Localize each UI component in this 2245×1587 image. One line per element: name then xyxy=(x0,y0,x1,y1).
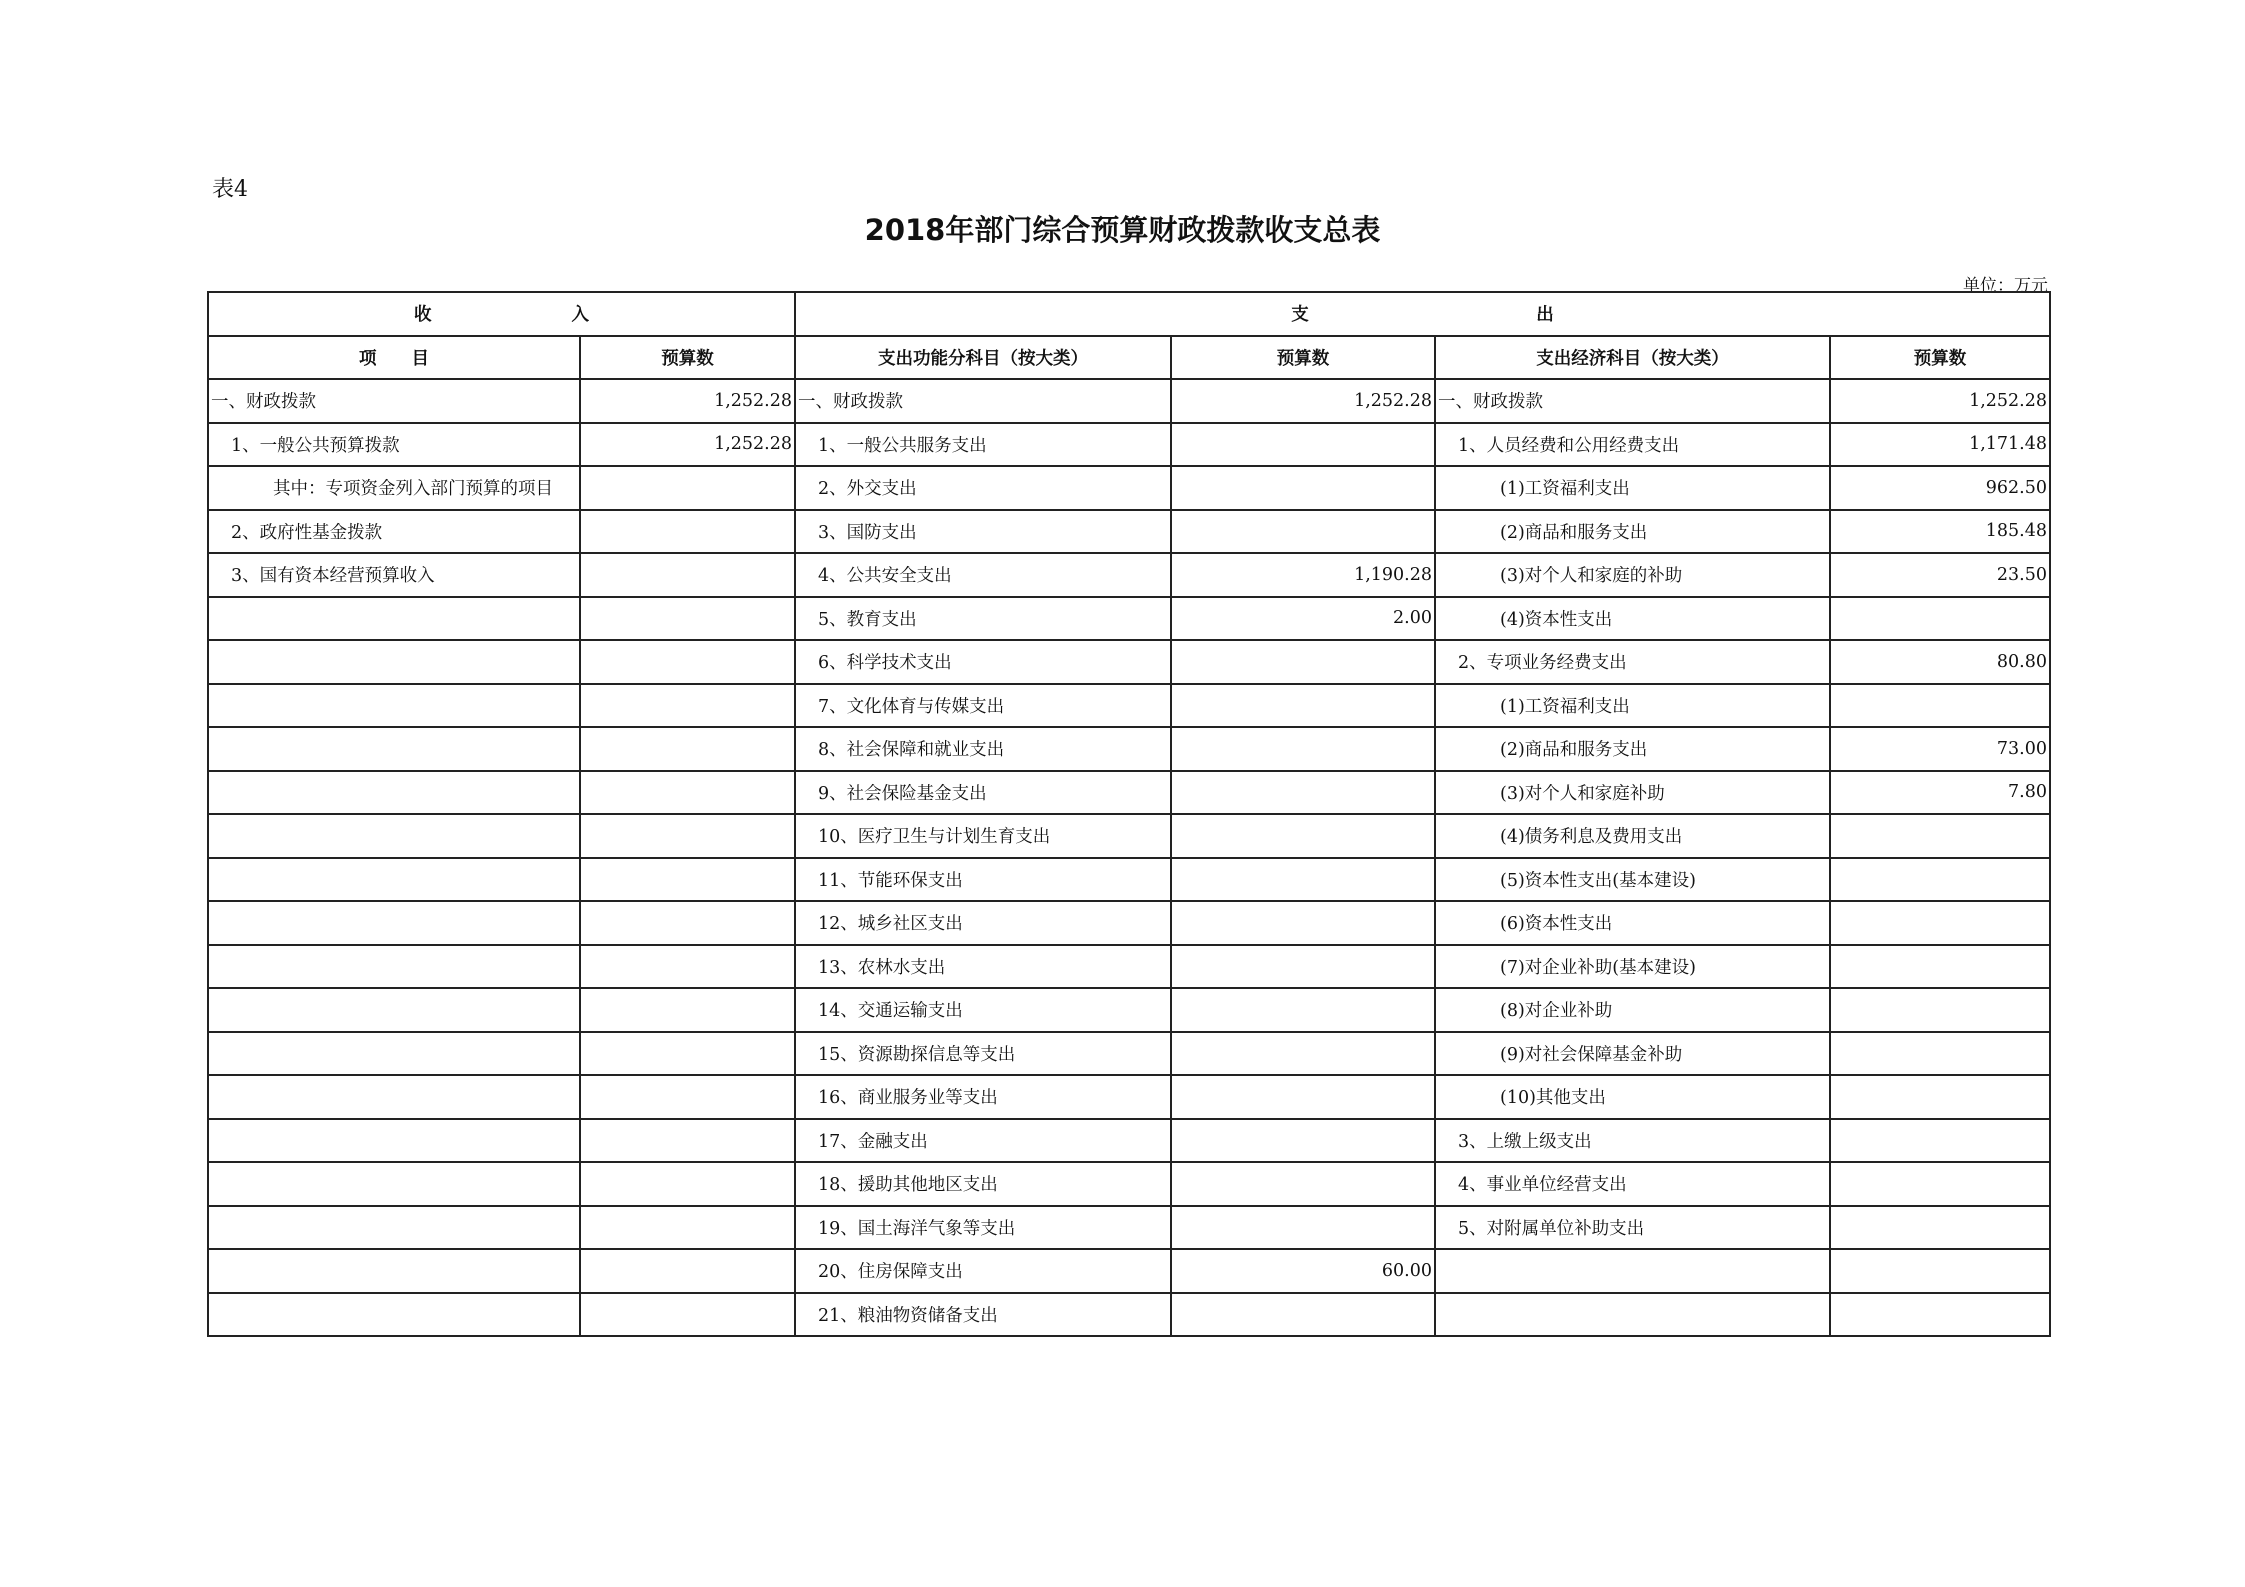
economic-item-cell xyxy=(1435,1293,1830,1337)
economic-item-cell: (2)商品和服务支出 xyxy=(1435,510,1830,554)
income-item-cell xyxy=(208,858,580,902)
income-item-cell xyxy=(208,1249,580,1293)
income-item-cell xyxy=(208,901,580,945)
function-item-cell: 19、国土海洋气象等支出 xyxy=(795,1206,1171,1250)
table-row xyxy=(208,727,2050,771)
function-item-cell: 8、社会保障和就业支出 xyxy=(795,727,1171,771)
table-row xyxy=(208,1119,2050,1163)
income-item-cell xyxy=(208,945,580,989)
income-budget-cell: 1,252.28 xyxy=(580,423,795,467)
income-budget-cell xyxy=(580,1249,795,1293)
income-budget-cell xyxy=(580,814,795,858)
income-budget-cell xyxy=(580,466,795,510)
table-row xyxy=(208,1206,2050,1250)
table-row xyxy=(208,988,2050,1032)
table-row xyxy=(208,640,2050,684)
economic-budget-cell: 73.00 xyxy=(1830,727,2050,771)
income-budget-cell xyxy=(580,945,795,989)
economic-item-cell xyxy=(1435,1249,1830,1293)
economic-item-cell: (9)对社会保障基金补助 xyxy=(1435,1032,1830,1076)
economic-item-cell: (3)对个人和家庭补助 xyxy=(1435,771,1830,815)
function-item-cell: 一、财政拨款 xyxy=(795,379,1171,423)
income-item-cell xyxy=(208,684,580,728)
income-item-cell xyxy=(208,1119,580,1163)
income-item-cell: 1、一般公共预算拨款 xyxy=(208,423,580,467)
function-budget-cell xyxy=(1171,640,1435,684)
economic-budget-cell xyxy=(1830,901,2050,945)
economic-item-cell: (5)资本性支出(基本建设) xyxy=(1435,858,1830,902)
economic-item-cell: (3)对个人和家庭的补助 xyxy=(1435,553,1830,597)
income-item-cell xyxy=(208,1206,580,1250)
income-budget-cell xyxy=(580,1119,795,1163)
function-budget-cell xyxy=(1171,1032,1435,1076)
function-budget-cell xyxy=(1171,858,1435,902)
header-budget-function: 预算数 xyxy=(1171,336,1435,380)
function-item-cell: 16、商业服务业等支出 xyxy=(795,1075,1171,1119)
function-budget-cell xyxy=(1171,423,1435,467)
function-item-cell: 4、公共安全支出 xyxy=(795,553,1171,597)
income-budget-cell xyxy=(580,901,795,945)
table-row xyxy=(208,466,2050,510)
function-item-cell: 15、资源勘探信息等支出 xyxy=(795,1032,1171,1076)
economic-budget-cell: 7.80 xyxy=(1830,771,2050,815)
header-budget-economic: 预算数 xyxy=(1830,336,2050,380)
economic-budget-cell xyxy=(1830,1293,2050,1337)
function-budget-cell: 60.00 xyxy=(1171,1249,1435,1293)
economic-item-cell: (4)债务利息及费用支出 xyxy=(1435,814,1830,858)
function-item-cell: 11、节能环保支出 xyxy=(795,858,1171,902)
function-budget-cell xyxy=(1171,988,1435,1032)
function-item-cell: 13、农林水支出 xyxy=(795,945,1171,989)
economic-budget-cell xyxy=(1830,1206,2050,1250)
economic-item-cell: 3、上缴上级支出 xyxy=(1435,1119,1830,1163)
economic-item-cell: 2、专项业务经费支出 xyxy=(1435,640,1830,684)
economic-item-cell: 1、人员经费和公用经费支出 xyxy=(1435,423,1830,467)
income-item-cell xyxy=(208,727,580,771)
economic-budget-cell xyxy=(1830,1249,2050,1293)
function-budget-cell xyxy=(1171,901,1435,945)
income-budget-cell xyxy=(580,771,795,815)
income-item-cell: 一、财政拨款 xyxy=(208,379,580,423)
economic-item-cell: (6)资本性支出 xyxy=(1435,901,1830,945)
table-row xyxy=(208,814,2050,858)
income-item-cell xyxy=(208,1075,580,1119)
income-section-header: 收 入 xyxy=(208,292,795,336)
economic-budget-cell xyxy=(1830,814,2050,858)
economic-item-cell: (7)对企业补助(基本建设) xyxy=(1435,945,1830,989)
income-budget-cell xyxy=(580,640,795,684)
function-item-cell: 1、一般公共服务支出 xyxy=(795,423,1171,467)
income-budget-cell xyxy=(580,684,795,728)
income-item-cell xyxy=(208,1293,580,1337)
economic-budget-cell xyxy=(1830,1162,2050,1206)
function-budget-cell xyxy=(1171,1119,1435,1163)
income-budget-cell xyxy=(580,1293,795,1337)
function-budget-cell xyxy=(1171,1293,1435,1337)
expense-section-header: 支 出 xyxy=(795,292,2050,336)
table-row xyxy=(208,553,2050,597)
income-budget-cell xyxy=(580,1206,795,1250)
economic-budget-cell xyxy=(1830,1032,2050,1076)
function-item-cell: 9、社会保险基金支出 xyxy=(795,771,1171,815)
economic-item-cell: (2)商品和服务支出 xyxy=(1435,727,1830,771)
table-row xyxy=(208,684,2050,728)
function-budget-cell xyxy=(1171,1206,1435,1250)
income-budget-cell xyxy=(580,510,795,554)
table-label: 表4 xyxy=(212,177,248,202)
table-row xyxy=(208,379,2050,423)
function-budget-cell xyxy=(1171,1162,1435,1206)
function-item-cell: 2、外交支出 xyxy=(795,466,1171,510)
income-budget-cell xyxy=(580,858,795,902)
header-economic-category: 支出经济科目（按大类） xyxy=(1435,336,1830,380)
economic-budget-cell: 1,252.28 xyxy=(1830,379,2050,423)
function-item-cell: 10、医疗卫生与计划生育支出 xyxy=(795,814,1171,858)
economic-budget-cell xyxy=(1830,597,2050,641)
income-budget-cell xyxy=(580,1075,795,1119)
income-budget-cell: 1,252.28 xyxy=(580,379,795,423)
function-item-cell: 21、粮油物资储备支出 xyxy=(795,1293,1171,1337)
income-budget-cell xyxy=(580,1032,795,1076)
function-item-cell: 7、文化体育与传媒支出 xyxy=(795,684,1171,728)
economic-budget-cell: 23.50 xyxy=(1830,553,2050,597)
income-item-cell xyxy=(208,597,580,641)
budget-table xyxy=(207,291,2051,1337)
economic-item-cell: 4、事业单位经营支出 xyxy=(1435,1162,1830,1206)
table-row xyxy=(208,901,2050,945)
economic-budget-cell: 185.48 xyxy=(1830,510,2050,554)
income-item-cell: 其中：专项资金列入部门预算的项目 xyxy=(208,466,580,510)
income-item-cell xyxy=(208,988,580,1032)
function-budget-cell xyxy=(1171,814,1435,858)
function-budget-cell xyxy=(1171,684,1435,728)
table-row xyxy=(208,1293,2050,1337)
economic-budget-cell xyxy=(1830,1119,2050,1163)
function-budget-cell xyxy=(1171,771,1435,815)
table-row xyxy=(208,423,2050,467)
economic-budget-cell xyxy=(1830,858,2050,902)
table-row xyxy=(208,1075,2050,1119)
function-item-cell: 17、金融支出 xyxy=(795,1119,1171,1163)
income-budget-cell xyxy=(580,727,795,771)
income-budget-cell xyxy=(580,553,795,597)
table-row xyxy=(208,1249,2050,1293)
table-row xyxy=(208,858,2050,902)
function-item-cell: 5、教育支出 xyxy=(795,597,1171,641)
header-budget-income: 预算数 xyxy=(580,336,795,380)
function-budget-cell xyxy=(1171,510,1435,554)
economic-budget-cell: 80.80 xyxy=(1830,640,2050,684)
function-item-cell: 14、交通运输支出 xyxy=(795,988,1171,1032)
table-row xyxy=(208,510,2050,554)
section-header-row xyxy=(208,292,2050,336)
income-budget-cell xyxy=(580,988,795,1032)
economic-item-cell: (8)对企业补助 xyxy=(1435,988,1830,1032)
function-budget-cell: 2.00 xyxy=(1171,597,1435,641)
economic-item-cell: 5、对附属单位补助支出 xyxy=(1435,1206,1830,1250)
function-budget-cell xyxy=(1171,727,1435,771)
economic-budget-cell xyxy=(1830,1075,2050,1119)
economic-budget-cell: 1,171.48 xyxy=(1830,423,2050,467)
income-item-cell: 3、国有资本经营预算收入 xyxy=(208,553,580,597)
page-title: 2018年部门综合预算财政拨款收支总表 xyxy=(864,213,1381,247)
function-budget-cell xyxy=(1171,1075,1435,1119)
economic-item-cell: (10)其他支出 xyxy=(1435,1075,1830,1119)
function-budget-cell: 1,190.28 xyxy=(1171,553,1435,597)
income-item-cell: 2、政府性基金拨款 xyxy=(208,510,580,554)
unit-label: 单位：万元 xyxy=(1963,276,2048,296)
table-row xyxy=(208,771,2050,815)
income-budget-cell xyxy=(580,597,795,641)
economic-item-cell: 一、财政拨款 xyxy=(1435,379,1830,423)
function-budget-cell xyxy=(1171,945,1435,989)
function-item-cell: 3、国防支出 xyxy=(795,510,1171,554)
income-item-cell xyxy=(208,1162,580,1206)
income-item-cell xyxy=(208,1032,580,1076)
column-header-row xyxy=(208,336,2050,380)
function-item-cell: 12、城乡社区支出 xyxy=(795,901,1171,945)
table-row xyxy=(208,1162,2050,1206)
economic-budget-cell xyxy=(1830,945,2050,989)
function-budget-cell: 1,252.28 xyxy=(1171,379,1435,423)
economic-item-cell: (1)工资福利支出 xyxy=(1435,684,1830,728)
economic-budget-cell xyxy=(1830,684,2050,728)
economic-budget-cell: 962.50 xyxy=(1830,466,2050,510)
table-row xyxy=(208,1032,2050,1076)
function-item-cell: 20、住房保障支出 xyxy=(795,1249,1171,1293)
header-item: 项 目 xyxy=(208,336,580,380)
income-item-cell xyxy=(208,771,580,815)
function-item-cell: 6、科学技术支出 xyxy=(795,640,1171,684)
function-item-cell: 18、援助其他地区支出 xyxy=(795,1162,1171,1206)
income-item-cell xyxy=(208,640,580,684)
income-item-cell xyxy=(208,814,580,858)
table-row xyxy=(208,945,2050,989)
economic-item-cell: (4)资本性支出 xyxy=(1435,597,1830,641)
economic-item-cell: (1)工资福利支出 xyxy=(1435,466,1830,510)
economic-budget-cell xyxy=(1830,988,2050,1032)
income-budget-cell xyxy=(580,1162,795,1206)
table-row xyxy=(208,597,2050,641)
function-budget-cell xyxy=(1171,466,1435,510)
header-function-category: 支出功能分科目（按大类） xyxy=(795,336,1171,380)
